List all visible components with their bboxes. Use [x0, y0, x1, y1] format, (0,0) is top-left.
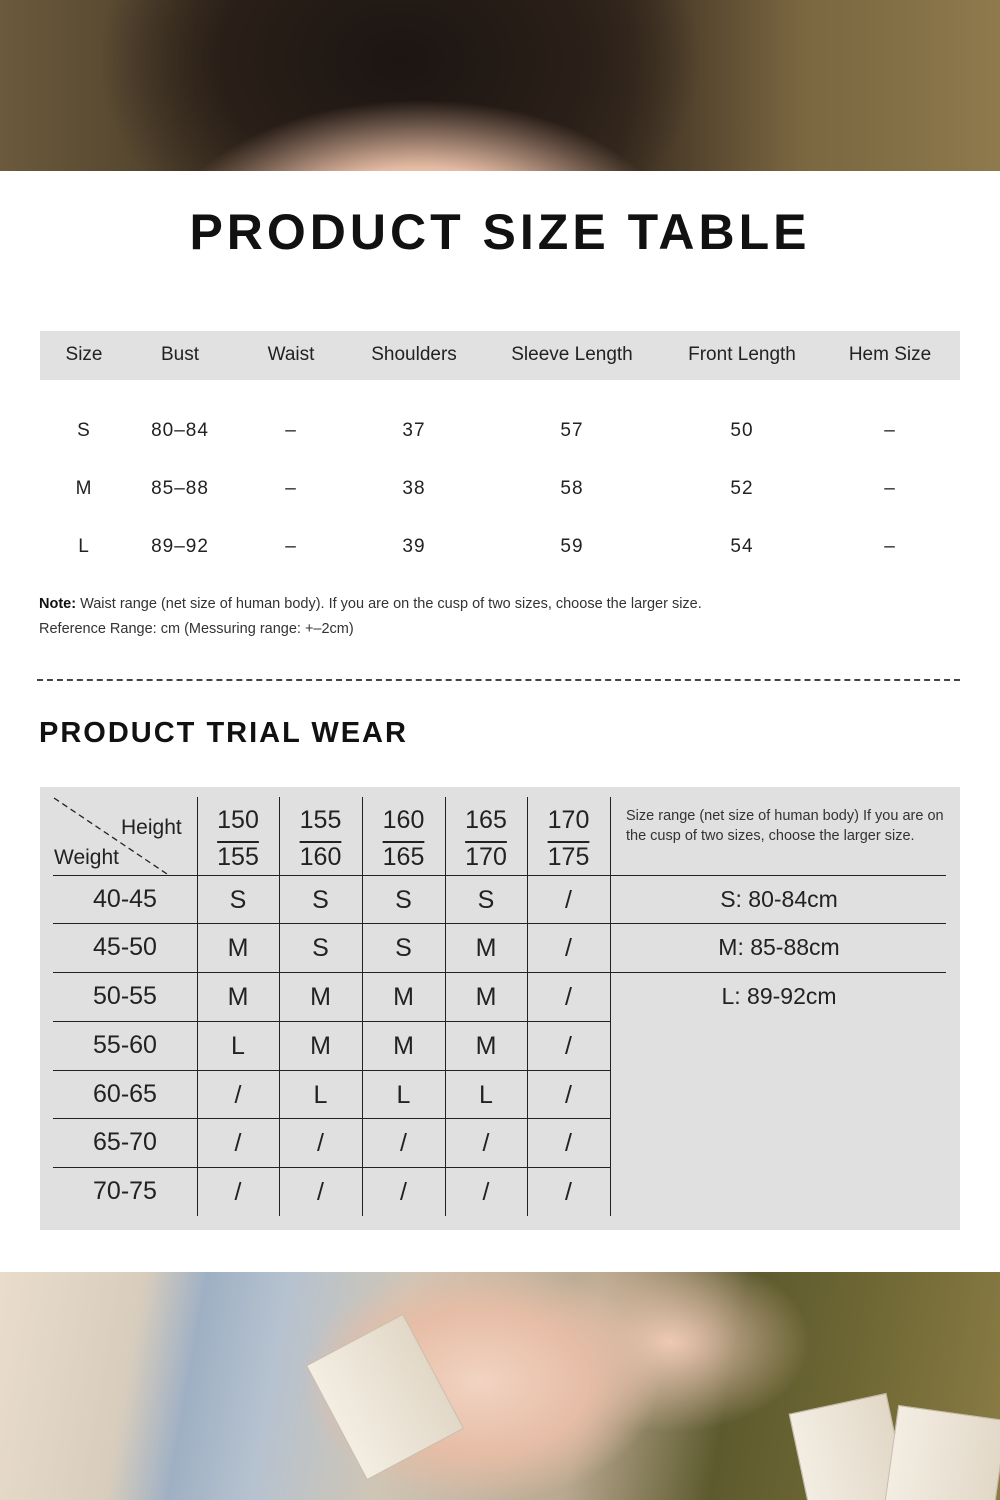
trial-cell: M — [475, 1032, 497, 1060]
size-header-front-length: Front Length — [688, 344, 796, 365]
size-row-m-bust: 85–88 — [151, 478, 209, 499]
size-range-2: L: 89-92cm — [721, 983, 837, 1009]
size-row-s-hem-size: – — [884, 420, 896, 441]
height-header-160-165 — [362, 802, 445, 876]
top-photo — [0, 0, 1000, 171]
height-header-155-160 — [279, 802, 362, 876]
trial-cell: M — [227, 934, 249, 962]
size-row-l-shoulders: 39 — [402, 536, 426, 557]
height-from: 170 — [547, 806, 590, 834]
size-header-sleeve-length: Sleeve Length — [511, 344, 633, 365]
trial-cell: M — [393, 1032, 414, 1060]
trial-cell: / — [565, 1178, 572, 1206]
trial-cell: / — [400, 1129, 407, 1157]
trial-cell: / — [565, 983, 572, 1011]
trial-cell: / — [565, 1129, 572, 1157]
grid-hline — [53, 1167, 610, 1168]
size-row-s-sleeve-length: 57 — [560, 420, 584, 441]
bottom-photo — [0, 1272, 1000, 1500]
weight-label-40-45: 40-45 — [93, 885, 157, 913]
open-book-right — [883, 1405, 1000, 1500]
trial-cell: / — [317, 1178, 324, 1206]
size-row-m-hem-size: – — [884, 478, 896, 499]
height-to: 170 — [465, 843, 507, 871]
trial-cell: / — [482, 1178, 490, 1206]
trial-cell: / — [482, 1129, 490, 1157]
size-row-m-size: M — [75, 478, 93, 499]
weight-label-55-60: 55-60 — [93, 1031, 157, 1059]
height-to: 165 — [382, 843, 425, 871]
size-row-s-waist: – — [285, 420, 297, 441]
size-row-l-sleeve-length: 59 — [560, 536, 584, 557]
trial-cell: S — [312, 886, 329, 914]
size-row-s-front-length: 50 — [730, 420, 754, 441]
trial-cell: / — [234, 1129, 242, 1157]
trial-cell: M — [310, 1032, 331, 1060]
size-row-m-sleeve-length: 58 — [560, 478, 584, 499]
trial-cell: M — [393, 983, 414, 1011]
reference-range: Reference Range: cm (Messuring range: +–2cm) — [39, 621, 354, 637]
size-row-m-shoulders: 38 — [402, 478, 426, 499]
size-row-m-waist: – — [285, 478, 297, 499]
trial-cell: S — [312, 934, 329, 962]
size-row-l-waist: – — [285, 536, 297, 557]
trial-cell: M — [227, 983, 249, 1011]
weight-label-60-65: 60-65 — [93, 1080, 157, 1108]
trial-cell: / — [317, 1129, 324, 1157]
size-range-1: M: 85-88cm — [718, 934, 840, 960]
trial-cell: / — [400, 1178, 407, 1206]
trial-cell: M — [475, 983, 497, 1011]
note-line — [39, 596, 702, 612]
page-title: PRODUCT SIZE TABLE — [189, 204, 811, 260]
height-header-150-155 — [197, 802, 279, 876]
height-from: 165 — [465, 806, 507, 834]
grid-vline — [610, 797, 611, 1216]
height-to: 155 — [217, 843, 259, 871]
size-range-0: S: 80-84cm — [720, 886, 838, 912]
size-header-waist: Waist — [267, 344, 315, 365]
grid-hline — [53, 972, 946, 973]
trial-cell: L — [396, 1081, 411, 1109]
trial-cell: S — [477, 886, 495, 914]
trial-cell: M — [475, 934, 497, 962]
weight-label-70-75: 70-75 — [93, 1177, 157, 1205]
trial-cell: L — [479, 1081, 493, 1109]
trial-cell: / — [565, 1081, 572, 1109]
trial-cell: / — [565, 1032, 572, 1060]
weight-label-45-50: 45-50 — [93, 933, 157, 961]
size-row-s-shoulders: 37 — [402, 420, 426, 441]
size-row-s-size: S — [77, 420, 91, 441]
grid-hline — [53, 1118, 610, 1119]
trial-cell: / — [565, 934, 572, 962]
trial-cell: S — [229, 886, 247, 914]
weight-axis-label: Weight — [54, 846, 119, 869]
weight-label-50-55: 50-55 — [93, 982, 157, 1010]
note-label: Note: — [39, 596, 77, 612]
height-axis-label: Height — [121, 816, 182, 839]
grid-hline — [53, 1070, 610, 1071]
size-header-bust: Bust — [160, 344, 200, 365]
trial-cell: S — [395, 886, 412, 914]
height-header-165-170 — [445, 802, 527, 876]
trial-wear-title: PRODUCT TRIAL WEAR — [39, 717, 408, 749]
size-row-l-bust: 89–92 — [151, 536, 209, 557]
height-from: 160 — [382, 806, 425, 834]
height-from: 150 — [217, 806, 259, 834]
dashed-divider — [37, 679, 960, 681]
size-header-shoulders: Shoulders — [371, 344, 457, 365]
size-row-s-bust: 80–84 — [151, 420, 209, 441]
note-text: Waist range (net size of human body). If you are on the cusp of two sizes, choose the larger size. — [76, 596, 702, 612]
size-row-l-front-length: 54 — [730, 536, 754, 557]
trial-cell: S — [395, 934, 412, 962]
size-header-size: Size — [65, 344, 103, 365]
height-to: 175 — [547, 843, 590, 871]
size-range-note: Size range (net size of human body) If you are on the cusp of two sizes, choose the larger size. — [626, 808, 944, 844]
trial-cell: / — [234, 1081, 242, 1109]
grid-hline — [53, 1021, 610, 1022]
height-to: 160 — [299, 843, 342, 871]
size-row-m-front-length: 52 — [730, 478, 754, 499]
trial-cell: L — [231, 1032, 245, 1060]
trial-cell: M — [310, 983, 331, 1011]
size-row-l-size: L — [78, 536, 90, 557]
trial-cell: L — [313, 1081, 328, 1109]
height-from: 155 — [299, 806, 342, 834]
trial-cell: / — [234, 1178, 242, 1206]
grid-hline — [53, 923, 946, 924]
weight-label-65-70: 65-70 — [93, 1128, 157, 1156]
height-header-170-175 — [527, 802, 610, 876]
size-row-l-hem-size: – — [884, 536, 896, 557]
trial-cell: / — [565, 886, 572, 914]
rolled-newspaper — [306, 1314, 464, 1480]
size-header-hem-size: Hem Size — [848, 344, 932, 365]
